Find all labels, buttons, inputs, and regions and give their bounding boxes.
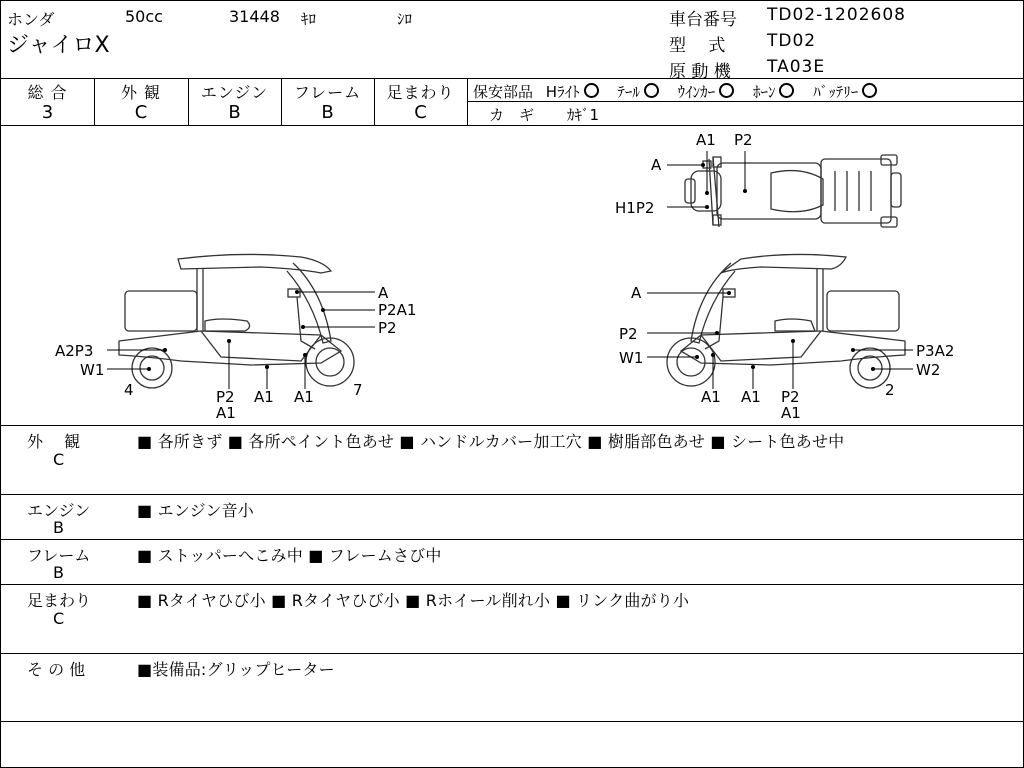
callout-left-p2a1: P2A1 (378, 301, 417, 319)
callout-left-a1-right: A1 (294, 388, 314, 406)
callout-top-p2: P2 (734, 131, 753, 149)
key-label: カ ギ (489, 106, 535, 124)
model-name: ジャイロX (7, 33, 110, 58)
mileage: 31448 (229, 7, 280, 26)
callout-left-a: A (378, 284, 389, 302)
remark-engine-grade: B (53, 518, 64, 537)
remark-suspension-grade: C (53, 609, 65, 628)
exterior-label: 外 観 (120, 83, 162, 102)
remark-frame-text: ■ ストッパーへこみ中 ■ フレームさび中 (137, 546, 442, 565)
callout-right-a1-bottom: A1 (781, 404, 801, 422)
battery-ok-icon (862, 83, 877, 98)
callout-left-a1-bottom: A1 (216, 404, 236, 422)
callout-right-2: 2 (885, 381, 895, 399)
battery-label: ﾊﾞｯﾃﾘｰ (813, 83, 859, 101)
key-value: ｶｷﾞ1 (567, 106, 600, 124)
callout-right-a1-mid: A1 (741, 388, 761, 406)
remark-engine-text: ■ エンジン音小 (137, 501, 255, 520)
exterior-grade: C (134, 102, 148, 123)
type-label: 型 式 (669, 36, 726, 56)
displacement: 50cc (125, 7, 163, 26)
tail-label: ﾃｰﾙ (617, 83, 640, 101)
callout-right-a1-left: A1 (701, 388, 721, 406)
callout-top-a1: A1 (696, 131, 716, 149)
callout-right-a: A (631, 284, 642, 302)
headlight-label: Hﾗｲﾄ (545, 83, 580, 101)
callout-right-w2: W2 (916, 361, 941, 379)
horn-ok-icon (779, 83, 794, 98)
scooter-diagrams (1, 125, 1023, 425)
engine-grade-label: エンジン (200, 83, 269, 102)
remark-suspension-title: 足まわり (27, 591, 92, 610)
safety-parts-row (473, 81, 877, 102)
remark-frame-title: フレーム (27, 546, 91, 565)
remark-other-text: ■装備品:グリップヒーター (137, 660, 335, 679)
suspension-grade: C (414, 102, 427, 123)
callout-left-4: 4 (124, 381, 134, 399)
type: TD02 (767, 31, 817, 51)
callout-left-7: 7 (353, 381, 363, 399)
callout-right-p3a2: P3A2 (916, 342, 955, 360)
left-side-scooter (119, 254, 354, 388)
tail-ok-icon (644, 83, 659, 98)
callout-right-w1: W1 (619, 349, 644, 367)
engine-grade: B (228, 102, 241, 123)
callout-left-w1: W1 (80, 361, 105, 379)
frame-grade-label: フレーム (293, 83, 362, 102)
callout-left-p2: P2 (378, 319, 397, 337)
horn-label: ﾎｰﾝ (752, 83, 776, 101)
callout-right-p2-bottom: P2 (781, 388, 800, 406)
callout-top-a: A (651, 156, 662, 174)
remark-other-title: そ の 他 (27, 660, 86, 679)
winker-label: ｳｲﾝｶｰ (677, 83, 716, 101)
remark-frame-grade: B (53, 563, 64, 582)
callout-left-a1-mid: A1 (254, 388, 274, 406)
frame-grade: B (321, 102, 334, 123)
remark-exterior-title: 外 観 (27, 432, 81, 451)
remark-suspension-text: ■ Rタイヤひび小 ■ Rタイヤひび小 ■ Rホイール削れ小 ■ リンク曲がり小 (137, 591, 690, 610)
frame-no-label: 車台番号 (669, 10, 737, 30)
winker-ok-icon (719, 83, 734, 98)
right-side-scooter (667, 254, 905, 388)
callout-left-p2-bottom: P2 (216, 388, 235, 406)
suspension-grade-label: 足まわり (386, 83, 455, 102)
frame-no: TD02-1202608 (767, 5, 906, 25)
remark-exterior-grade: C (53, 450, 65, 469)
color: ｼﾛ (397, 10, 413, 28)
engine-model: TA03E (767, 57, 826, 77)
callout-top-h1p2: H1P2 (615, 199, 655, 217)
remark-exterior-text: ■ 各所きず ■ 各所ペイント色あせ ■ ハンドルカバー加工穴 ■ 樹脂部色あせ ■ シート色あせ中 (137, 432, 845, 451)
overall-label: 総 合 (27, 83, 68, 102)
remark-engine-title: エンジン (27, 501, 91, 520)
headlight-ok-icon (584, 83, 599, 98)
top-view-scooter (685, 155, 901, 227)
mileage-unit: ｷﾛ (301, 10, 317, 28)
callout-right-p2: P2 (619, 325, 638, 343)
safety-label: 保安部品 (473, 83, 534, 101)
maker: ホンダ (7, 10, 55, 29)
callout-left-a2p3: A2P3 (55, 342, 94, 360)
engine-label: 原 動 機 (669, 62, 731, 82)
overall-grade: 3 (41, 102, 54, 123)
